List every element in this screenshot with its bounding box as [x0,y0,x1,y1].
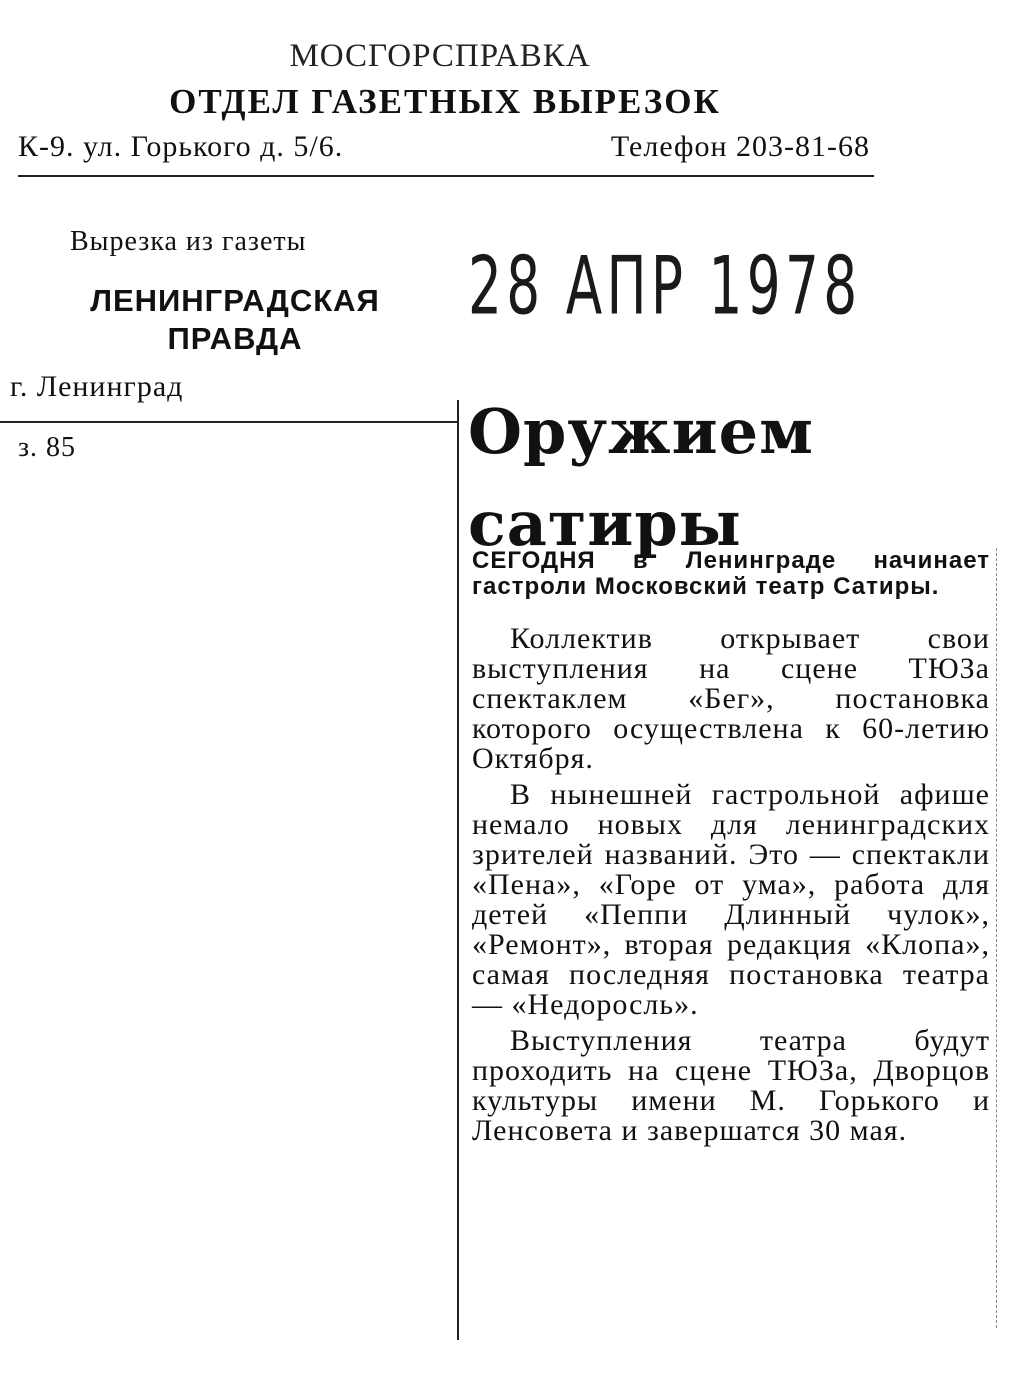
header-divider [18,175,874,177]
clipping-label: Вырезка из газеты [70,226,307,257]
article-paragraph: В нынешней гастрольной афише немало новых для ленинградских зрителей названий. Это — спектакли «Пена», «Горе от ума», работа для детей «Пеппи Длинный чулок», «Ремонт», вторая редакция «Клопа», самая последняя постановка театра — «Недоросль». [472,778,990,1021]
article-lead: СЕГОДНЯ в Ленинграде начинает гастроли Московский театр Сатиры. [472,547,990,600]
cut-edge [996,548,998,1328]
phone-number: Телефон 203-81-68 [610,130,870,163]
article-paragraph: Выступления театра будут проходить на сцене ТЮЗа, Дворцов культуры имени М. Горького и Ленсовета и завершатся 30 мая. [472,1024,990,1147]
article-headline: Оружием сатиры [468,395,814,560]
agency-name: МОСГОРСПРАВКА [289,38,591,74]
column-divider [457,400,459,1340]
order-code: з. 85 [18,432,77,463]
address: К-9. ул. Горького д. 5/6. [18,130,344,163]
date-stamp: 28 АПР 1978 [468,240,862,333]
article-body [472,624,990,1146]
article-paragraph: Коллектив открывает свои выступления на сцене ТЮЗа спектаклем «Бег», постановка которого осуществлена к 60-летию Октября. [472,622,990,775]
department-name: ОТДЕЛ ГАЗЕТНЫХ ВЫРЕЗОК [169,82,721,121]
newspaper-name: ЛЕНИНГРАДСКАЯ ПРАВДА [90,283,380,356]
source-divider [0,421,458,423]
address-line [18,130,878,174]
city: г. Ленинград [10,370,184,403]
